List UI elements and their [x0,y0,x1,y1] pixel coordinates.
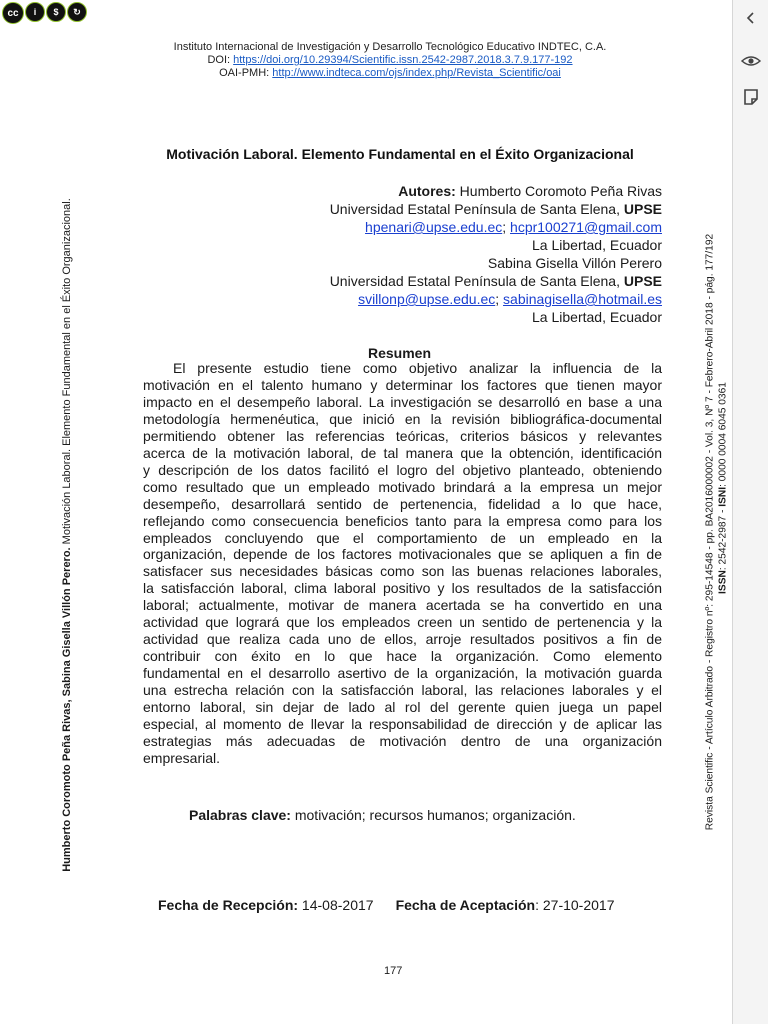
noncommercial-icon: $ [46,2,66,22]
abstract-line: metodología hermenéutica, que inició en la revisión bibliográfica-documental [143,410,662,427]
author1-name: Humberto Coromoto Peña Rivas [455,183,662,199]
email-link[interactable]: svillonp@upse.edu.ec [358,291,496,307]
oai-line [90,67,690,80]
abstract-line: fundamental en el desarrollo asertivo de la organización, la motivación guarda [143,665,662,682]
author1-emails [330,218,662,236]
doi-line [90,54,690,67]
author2-emails [330,290,662,308]
abstract-line: satisfacer sus necesidades básicas como son las buenas relaciones laborales, [143,563,662,580]
abstract-line: especial, al momento de llevar la responsabilidad de dirección y de aplicar las [143,716,662,733]
abstract-line: una estrecha relación con la satisfacción laboral, las relaciones laborales y el [143,682,662,699]
issn-label: ISSN [717,570,729,594]
article-title: Motivación Laboral. Elemento Fundamental en el Éxito Organizacional [166,146,634,162]
cc-icon: cc [2,2,24,24]
author2-location: La Libertad, Ecuador [532,309,662,325]
doi-link[interactable]: https://doi.org/10.29394/Scientific.issn.2542-2987.2018.3.7.9.177-192 [233,54,573,66]
abstract-line: permitiendo obtener las referencias teóricas, criterios básicos y relevantes [143,427,662,444]
abstract-line: y descripción de los datos facilitó el logro del objetivo planteado, obteniendo [143,461,662,478]
abstract-line: entorno laboral, sin dejar de lado al rol del gerente quien juega un papel [143,699,662,716]
abstract-line: acerca de la motivación laboral, de tal manera que la obtención, identificación [143,444,662,461]
abstract-line: estrategias más adecuadas de motivación dentro de una organización [143,732,662,749]
page-number: 177 [384,965,403,977]
isni-label: ISNI [717,486,729,507]
dates-line [158,897,615,913]
margin-title: Motivación Laboral. Elemento Fundamental en el Éxito Organizacional. [61,198,73,548]
author2-affiliation [330,272,662,290]
separator: ; [495,291,504,307]
oai-label: OAI-PMH: [219,67,273,79]
institution-line: Instituto Internacional de Investigación y Desarrollo Tecnológico Educativo INDTEC, C.A. [173,41,607,53]
attribution-icon: i [25,2,45,22]
email-link[interactable]: hcpr100271@gmail.com [510,219,662,235]
accepted-label: Fecha de Aceptación [395,897,536,913]
abstract-line: organización, depende de los factores motivacionales que se apliquen a fin de [143,546,662,563]
chevron-left-icon [745,11,757,25]
keywords-line [189,807,576,823]
journal-header [90,41,690,80]
separator: ; [502,219,511,235]
abstract-line: contribuir con éxito en lo que hace la organización. Como elemento [143,648,662,665]
university-abbr: UPSE [623,273,662,289]
email-link[interactable]: hpenari@upse.edu.ec [365,219,503,235]
accepted-date: : 27-10-2017 [535,897,615,913]
abstract-line: empleados concluyendo que el comportamiento de un empleado en la [143,529,662,546]
collapse-panel-button[interactable] [738,5,764,31]
issn-value: : 2542-2987 - [717,506,729,571]
abstract-line: impacto en el desempeño laboral. La investigación se desarrolló en base a una [143,393,662,410]
annotation-button[interactable] [738,84,764,110]
viewer-side-panel [732,0,768,1024]
left-margin-citation [61,180,73,890]
abstract-line: reflejando como consecuencia beneficios tanto para la empresa como para los [143,512,662,529]
abstract-line: actividad que logrará que los empleados creen un sentido de pertenencia y la [143,614,662,631]
sticky-note-icon [743,88,759,106]
authors-block [330,182,662,326]
email-link[interactable]: sabinagisella@hotmail.es [503,291,662,307]
abstract-line: actividad que realiza cada uno de ellos, arroje resultados positivos a fin de [143,631,662,648]
view-button[interactable] [738,48,764,74]
keywords-value: motivación; recursos humanos; organización. [290,807,576,823]
doi-label: DOI: [207,54,234,66]
isni-value: : 0000 0004 6045 0361 [717,382,729,487]
abstract-line: la satisfacción laboral, clima laboral positivo y los resultados de la satisfacción [143,580,662,597]
abstract-line: como resultado que un empleado motivado brindará a la empresa un mejor [143,478,662,495]
oai-link[interactable]: http://www.indteca.com/ojs/index.php/Revista_Scientific/oai [272,67,561,79]
author2-name: Sabina Gisella Villón Perero [487,255,662,271]
sharealike-icon: ↻ [67,2,87,22]
university-name: Universidad Estatal Península de Santa Elena, [329,273,624,289]
abstract-line: empresarial. [143,749,221,766]
cc-license-badge [2,2,87,24]
abstract-line: El presente estudio tiene como objetivo analizar la influencia de la [173,360,662,376]
author1-location: La Libertad, Ecuador [532,237,662,253]
abstract-line: motivación en el talento humano y determinar los factores que tienen mayor [143,376,662,393]
right-margin-identifiers [718,288,729,688]
eye-icon [741,54,761,68]
abstract-heading: Resumen [368,345,432,361]
received-date: 14-08-2017 [298,897,374,913]
university-name: Universidad Estatal Península de Santa Elena, [329,201,624,217]
university-abbr: UPSE [623,201,662,217]
author1-affiliation [330,200,662,218]
margin-authors: Humberto Coromoto Peña Rivas, Sabina Gisella Villón Perero. [61,547,73,872]
abstract-line: desempeño, desarrollará sentido de pertenencia, fidelidad a lo que hace, [143,495,662,512]
authors-label: Autores: [398,183,456,199]
right-margin-journal-info: Revista Scientific - Artículo Arbitrado - Registro nº: 295-14548 - pp. BA2016000002 - Vol. 3, Nº 7 - Febrero-Abril 2018 - pág. 177/192 [704,233,716,831]
abstract-line: laboral; actualmente, motivar de manera acertada se ha convertido en una [143,597,662,614]
keywords-label: Palabras clave: [189,807,291,823]
author1-line [330,182,662,200]
abstract-text [143,360,662,767]
received-label: Fecha de Recepción: [158,897,299,913]
